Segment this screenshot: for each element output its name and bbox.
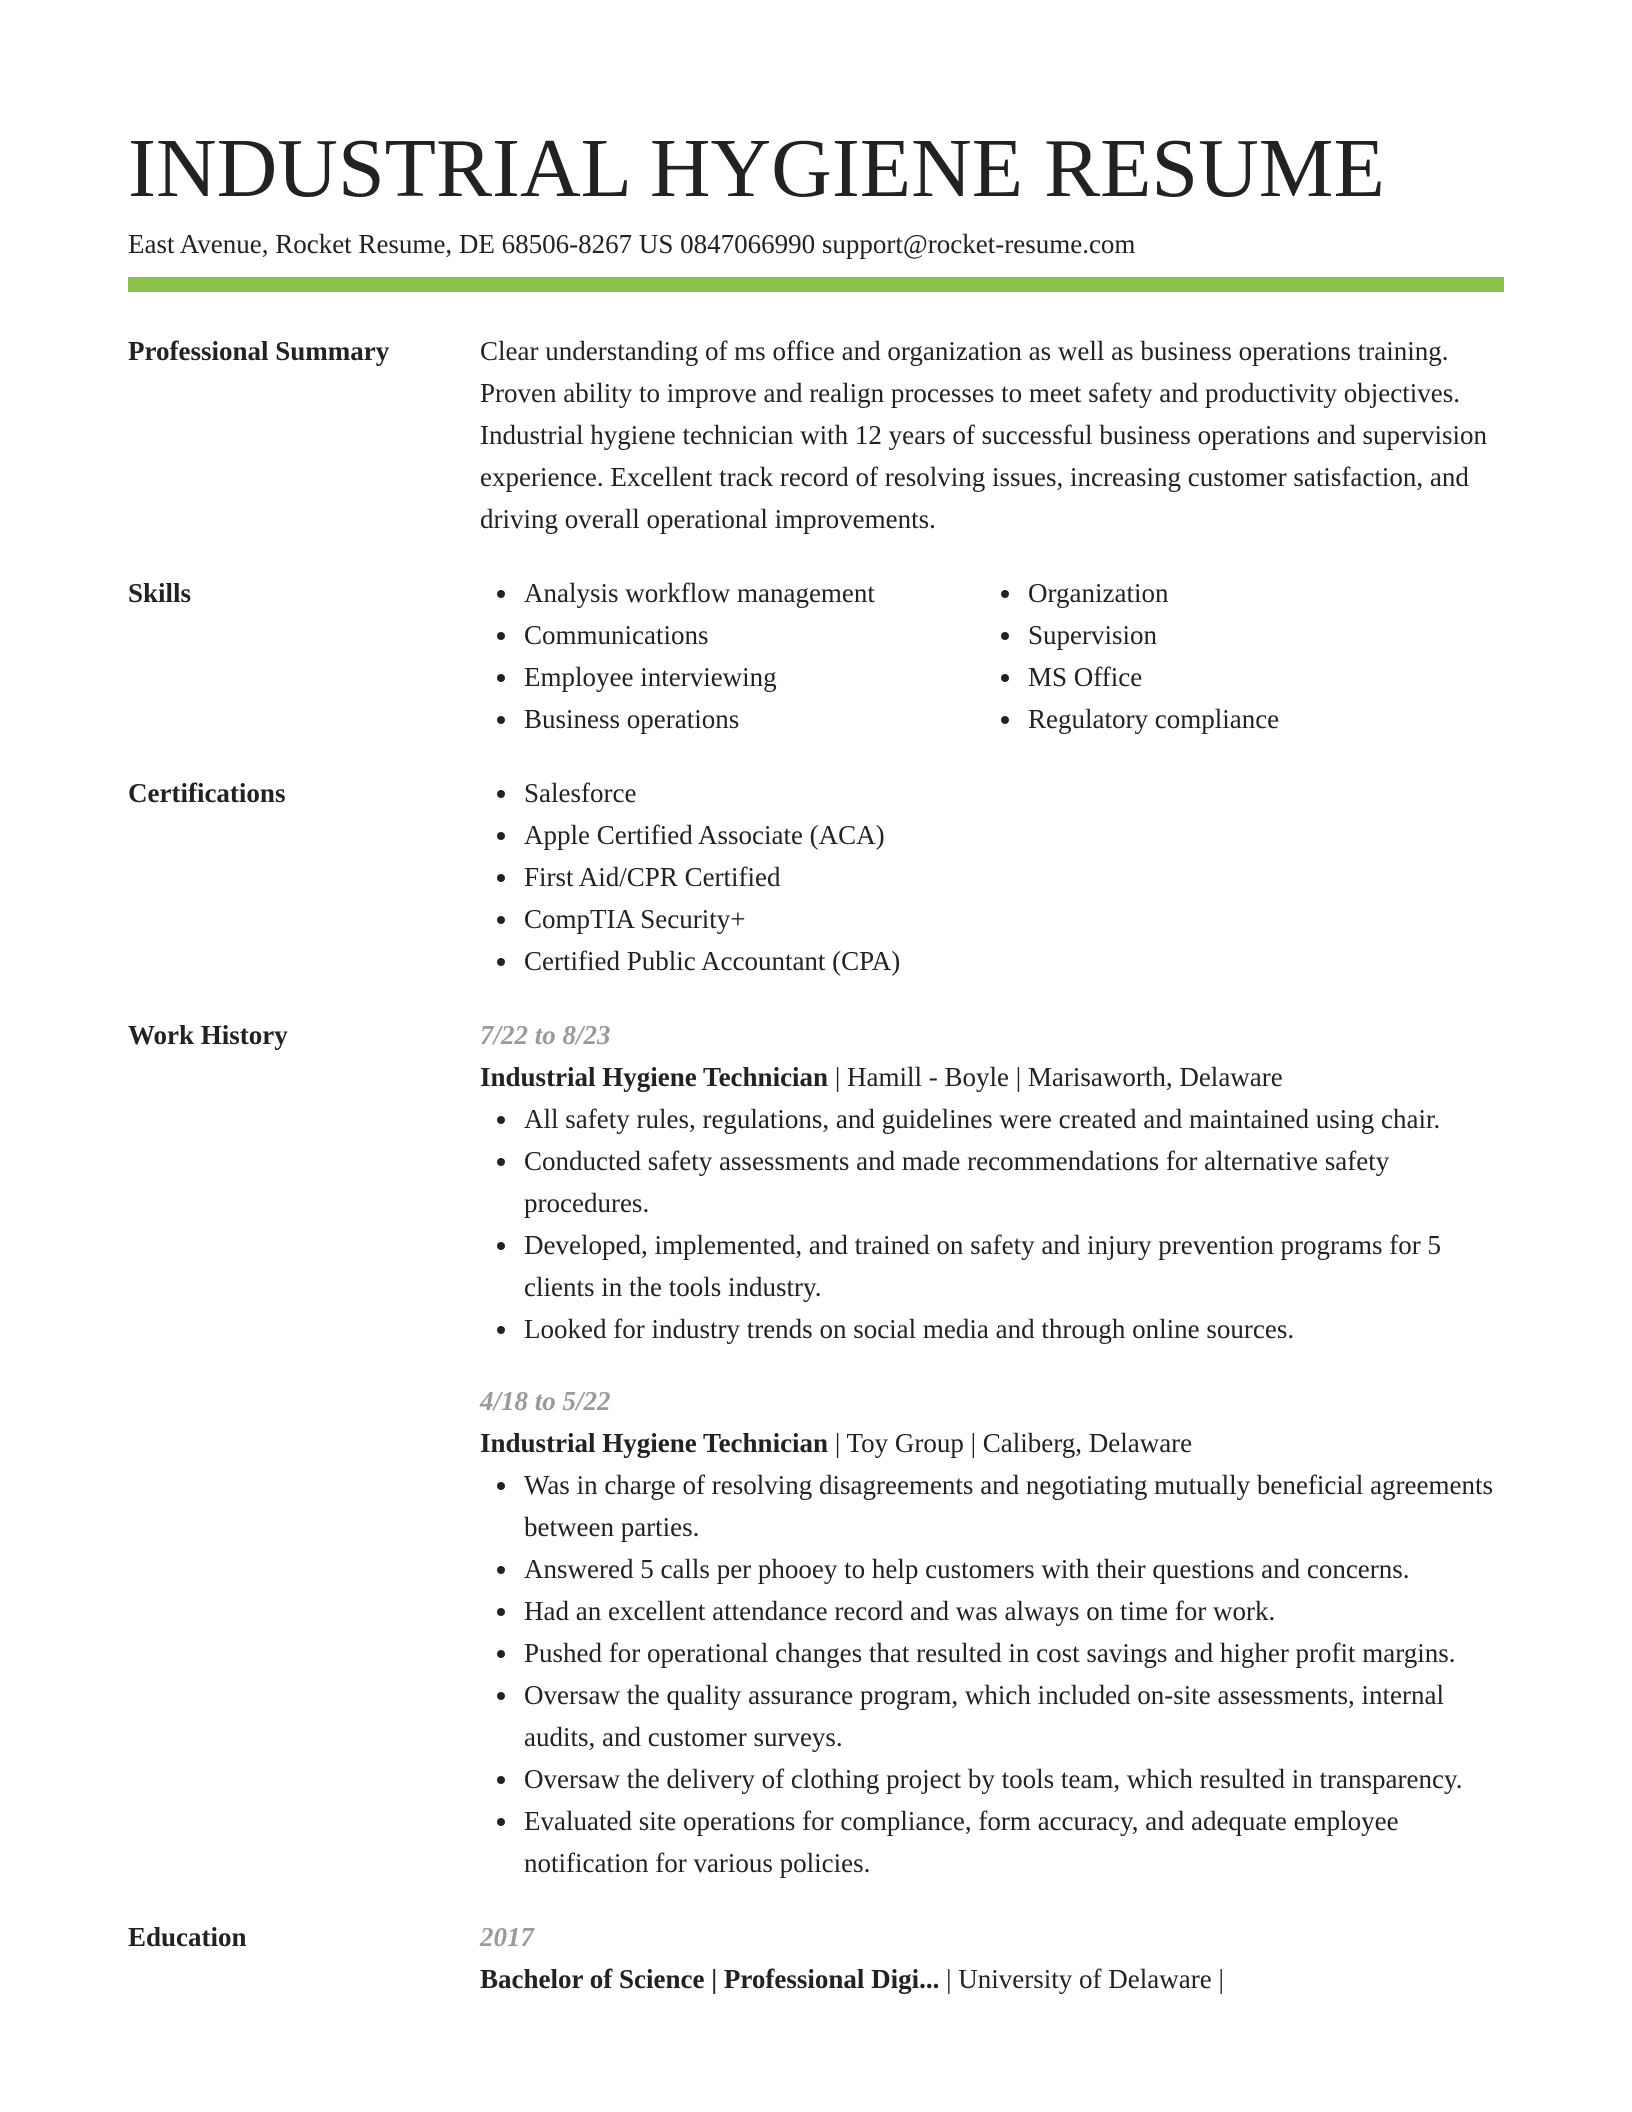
education-degree: Bachelor of Science | Professional Digi...	[480, 1964, 940, 1994]
job-duty: Oversaw the delivery of clothing project by tools team, which resulted in transparency.	[524, 1758, 1504, 1800]
job-duty: Conducted safety assessments and made recommendations for alternative safety procedures.	[524, 1140, 1504, 1224]
job-title: Industrial Hygiene Technician	[480, 1428, 829, 1458]
job-duty: Had an excellent attendance record and was always on time for work.	[524, 1590, 1504, 1632]
contact-line: East Avenue, Rocket Resume, DE 68506-8267 US 0847066990 support@rocket-resume.com	[128, 229, 1136, 259]
skills-column-right	[984, 572, 1488, 740]
skills-list-right	[984, 572, 1488, 740]
certification-item: First Aid/CPR Certified	[524, 856, 1504, 898]
education-section	[128, 1916, 1504, 2000]
work-history-label: Work History	[128, 1020, 288, 1050]
education-label: Education	[128, 1922, 247, 1952]
job-duty: Answered 5 calls per phooey to help customers with their questions and concerns.	[524, 1548, 1504, 1590]
job-duty: Was in charge of resolving disagreements and negotiating mutually beneficial agreements between parties.	[524, 1464, 1504, 1548]
skills-body	[480, 572, 1504, 740]
job-duty: Oversaw the quality assurance program, which included on-site assessments, internal audits, and customer surveys.	[524, 1674, 1504, 1758]
skill-item: Regulatory compliance	[1028, 698, 1488, 740]
job-company-location: | Toy Group | Caliberg, Delaware	[828, 1428, 1193, 1458]
skill-item: Employee interviewing	[524, 656, 984, 698]
skills-label: Skills	[128, 578, 192, 608]
summary-label: Professional Summary	[128, 336, 390, 366]
certification-item: Certified Public Accountant (CPA)	[524, 940, 1504, 982]
resume-title: INDUSTRIAL HYGIENE RESUME	[128, 122, 1385, 215]
resume-page	[128, 0, 1504, 2000]
summary-text: Clear understanding of ms office and organization as well as business operations training. Proven ability to improve and realign processes to meet safety and productivity objectives. Industrial hygiene technician with 12 years of successful business operations and supervision experience. Excellent track record of resolving issues, increasing customer satisfaction, and driving overall operational improvements.	[480, 336, 1488, 534]
job-duty: Pushed for operational changes that resulted in cost savings and higher profit margins.	[524, 1632, 1504, 1674]
skill-item: Supervision	[1028, 614, 1488, 656]
certification-item: Apple Certified Associate (ACA)	[524, 814, 1504, 856]
skills-columns	[480, 572, 1504, 740]
job-company-location: | Hamill - Boyle | Marisaworth, Delaware	[828, 1062, 1283, 1092]
summary-section	[128, 330, 1504, 540]
job-title: Industrial Hygiene Technician	[480, 1062, 829, 1092]
header-divider	[128, 277, 1504, 292]
job-duty: Looked for industry trends on social media and through online sources.	[524, 1308, 1504, 1350]
education-dates: 2017	[480, 1922, 534, 1952]
job-duties-list	[480, 1098, 1504, 1350]
job-entry	[480, 1380, 1504, 1884]
certification-item: Salesforce	[524, 772, 1504, 814]
job-dates: 4/18 to 5/22	[480, 1386, 611, 1416]
skill-item: Organization	[1028, 572, 1488, 614]
summary-body	[480, 330, 1504, 540]
skills-column-left	[480, 572, 984, 740]
skill-item: Business operations	[524, 698, 984, 740]
certifications-list	[480, 772, 1504, 982]
certifications-section	[128, 772, 1504, 982]
skills-section	[128, 572, 1504, 740]
certifications-body	[480, 772, 1504, 982]
job-entry	[480, 1014, 1504, 1350]
job-duty: Evaluated site operations for compliance, form accuracy, and adequate employee notification for various policies.	[524, 1800, 1504, 1884]
job-duty: Developed, implemented, and trained on safety and injury prevention programs for 5 clients in the tools industry.	[524, 1224, 1504, 1308]
education-heading	[480, 1958, 1504, 2000]
work-history-section	[128, 1014, 1504, 1884]
certifications-label: Certifications	[128, 778, 286, 808]
job-heading	[480, 1422, 1504, 1464]
job-duty: All safety rules, regulations, and guidelines were created and maintained using chair.	[524, 1098, 1504, 1140]
education-school: | University of Delaware |	[939, 1964, 1224, 1994]
job-dates: 7/22 to 8/23	[480, 1020, 611, 1050]
skill-item: Communications	[524, 614, 984, 656]
skill-item: MS Office	[1028, 656, 1488, 698]
job-heading	[480, 1056, 1504, 1098]
certification-item: CompTIA Security+	[524, 898, 1504, 940]
skill-item: Analysis workflow management	[524, 572, 984, 614]
skills-list-left	[480, 572, 984, 740]
work-history-body	[480, 1014, 1504, 1884]
job-duties-list	[480, 1464, 1504, 1884]
education-body	[480, 1916, 1504, 2000]
